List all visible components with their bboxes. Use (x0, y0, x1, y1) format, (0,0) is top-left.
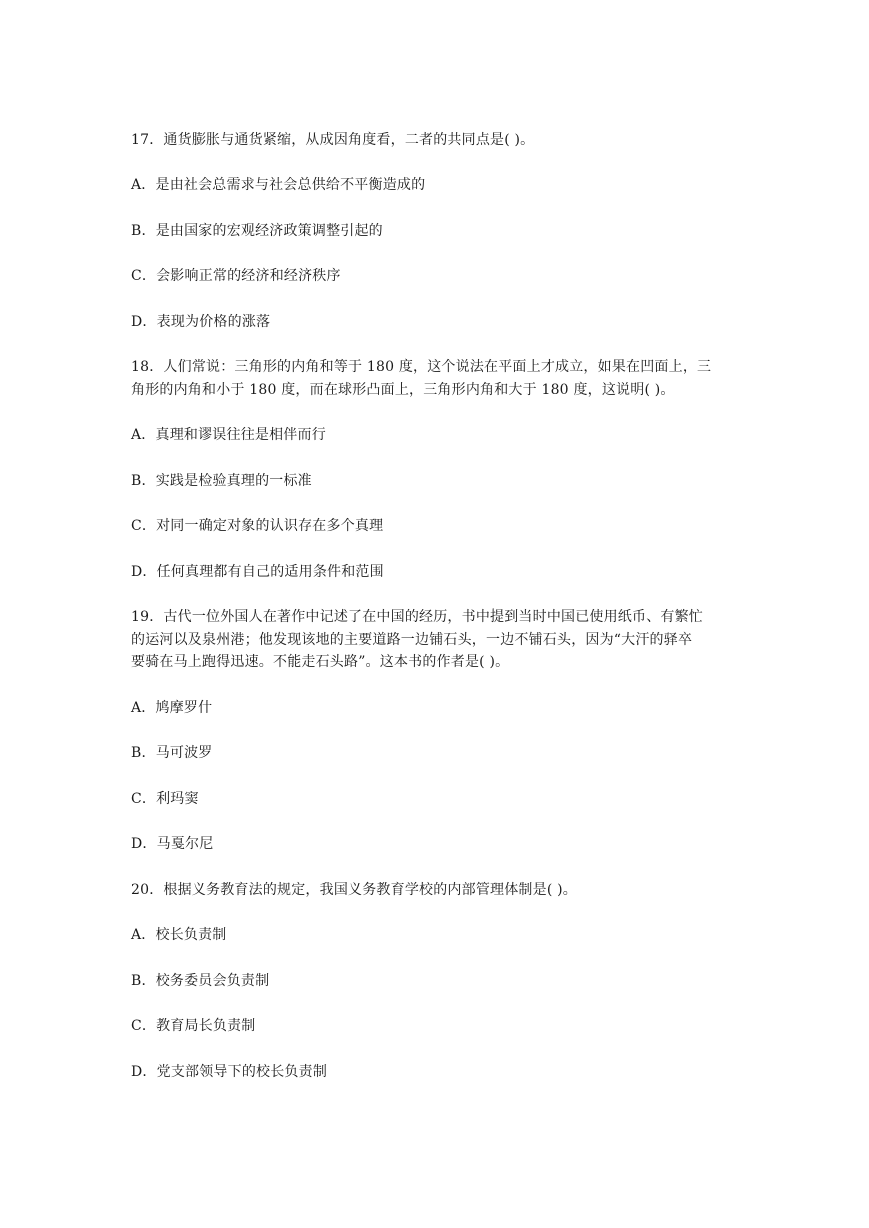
question-20-option-d: D．党支部领导下的校长负责制 (131, 1064, 328, 1080)
question-19-stem-line-3: 要骑在马上跑得迅速。不能走石头路”。这本书的作者是( )。 (131, 654, 510, 670)
question-19-option-d: D．马戛尔尼 (131, 836, 214, 852)
question-18-option-d: D．任何真理都有自己的适用条件和范围 (131, 564, 384, 580)
question-18-option-c: C．对同一确定对象的认识存在多个真理 (131, 518, 384, 534)
question-19-option-b: B．马可波罗 (131, 745, 213, 761)
question-20-option-c: C．教育局长负责制 (131, 1018, 256, 1034)
question-20-stem-line-1: 20．根据义务教育法的规定，我国义务教育学校的内部管理体制是( )。 (131, 882, 577, 898)
question-18-option-b: B．实践是检验真理的一标准 (131, 473, 312, 489)
question-19-stem-line-1: 19．古代一位外国人在著作中记述了在中国的经历，书中提到当时中国已使用纸币、有繁忙 (131, 609, 704, 625)
question-17-option-c: C．会影响正常的经济和经济秩序 (131, 268, 341, 284)
question-18-stem-line-1: 18．人们常说：三角形的内角和等于 180 度，这个说法在平面上才成立，如果在凹面上，三 (131, 359, 712, 375)
question-17-option-d: D．表现为价格的涨落 (131, 314, 271, 330)
question-18-option-a: A．真理和谬误往往是相伴而行 (131, 427, 326, 443)
question-20-option-b: B．校务委员会负责制 (131, 973, 270, 989)
question-20-option-a: A．校长负责制 (131, 927, 227, 943)
question-18-stem-line-2: 角形的内角和小于 180 度，而在球形凸面上，三角形内角和大于 180 度，这说明( )。 (131, 382, 675, 398)
question-17-option-b: B．是由国家的宏观经济政策调整引起的 (131, 223, 383, 239)
question-19-stem-line-2: 的运河以及泉州港；他发现该地的主要道路一边铺石头，一边不铺石头，因为“大汗的驿卒 (131, 632, 693, 648)
question-17-option-a: A．是由社会总需求与社会总供给不平衡造成的 (131, 177, 426, 193)
question-19-option-a: A．鸠摩罗什 (131, 700, 213, 716)
question-17-stem-line-1: 17．通货膨胀与通货紧缩，从成因角度看，二者的共同点是( )。 (131, 132, 535, 148)
question-19-option-c: C．利玛窦 (131, 791, 199, 807)
